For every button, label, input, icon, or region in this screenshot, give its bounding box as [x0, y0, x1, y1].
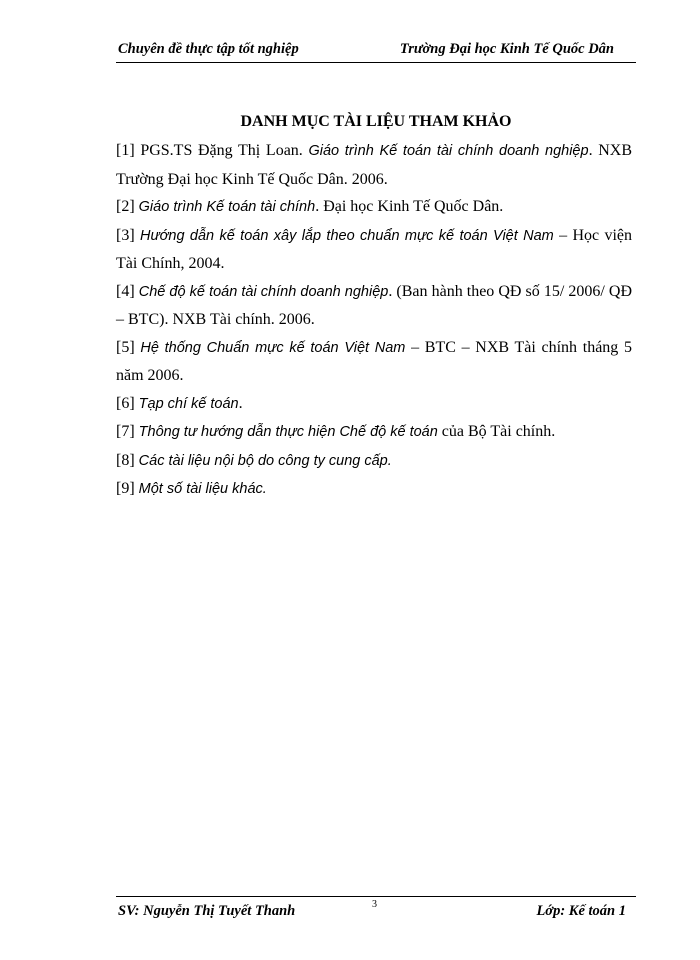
reference-text: .	[238, 394, 243, 412]
footer-student-name: SV: Nguyễn Thị Tuyết Thanh	[118, 903, 296, 919]
reference-number: [5]	[116, 338, 135, 356]
reference-number: [8]	[116, 451, 135, 469]
reference-title: Giáo trình Kế toán tài chính doanh nghiệp	[308, 143, 589, 159]
reference-number: [1]	[116, 142, 135, 159]
reference-number: [3]	[116, 226, 135, 244]
reference-number: [9]	[116, 480, 135, 497]
reference-item	[116, 334, 632, 390]
reference-number: [2]	[116, 198, 135, 215]
reference-text: . NXB Trường Đại học Kinh Tế Quốc Dân. 2006.	[116, 142, 633, 188]
header-course-title: Chuyên đề thực tập tốt nghiệp	[118, 41, 299, 57]
page-header	[116, 40, 636, 63]
reference-text: – Học viện Tài Chính, 2004.	[116, 226, 632, 272]
reference-title: Hướng dẫn kế toán xây lắp theo chuẩn mực kế toán Việt Nam	[140, 227, 554, 244]
reference-text: – BTC – NXB Tài chính tháng 5 năm 2006.	[116, 338, 632, 384]
reference-number: [6]	[116, 394, 135, 412]
reference-title: Một số tài liệu khác.	[138, 481, 267, 497]
header-university: Trường Đại học Kinh Tế Quốc Dân	[399, 41, 614, 57]
reference-item	[116, 222, 632, 278]
reference-list	[116, 137, 632, 504]
reference-title: Tạp chí kế toán	[138, 395, 239, 412]
reference-item	[116, 137, 632, 193]
reference-text: . Đại học Kinh Tế Quốc Dân.	[315, 198, 504, 215]
reference-text: . (Ban hành theo QĐ số 15/ 2006/ QĐ – BTC). NXB Tài chính. 2006.	[116, 282, 632, 328]
page-footer	[116, 896, 636, 923]
reference-item	[116, 447, 632, 476]
footer-class: Lớp: Kế toán 1	[536, 903, 626, 919]
reference-item	[116, 390, 632, 419]
reference-text: PGS.TS Đặng Thị Loan.	[134, 142, 309, 159]
reference-title: Thông tư hướng dẫn thực hiện Chế độ kế toán	[138, 424, 438, 440]
reference-title: Chế độ kế toán tài chính doanh nghiệp	[138, 283, 389, 300]
reference-text: của Bộ Tài chính.	[437, 423, 556, 440]
reference-title: Giáo trình Kế toán tài chính	[138, 199, 316, 215]
page-title: DANH MỤC TÀI LIỆU THAM KHẢO	[240, 113, 512, 130]
page-number: 3	[372, 899, 377, 910]
reference-number: [4]	[116, 282, 135, 300]
reference-item	[116, 193, 632, 222]
reference-title: Hệ thống Chuẩn mực kế toán Việt Nam	[140, 339, 406, 356]
reference-title: Các tài liệu nội bộ do công ty cung cấp.	[138, 452, 392, 469]
reference-item	[116, 418, 632, 447]
reference-item	[116, 475, 632, 504]
reference-number: [7]	[116, 423, 135, 440]
reference-item	[116, 278, 632, 334]
